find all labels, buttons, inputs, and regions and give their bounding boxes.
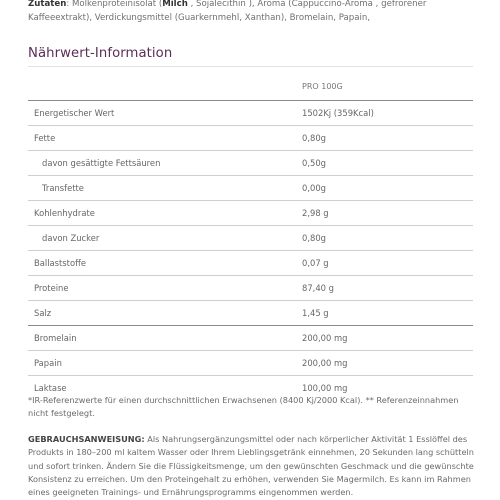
row-label: Ballaststoffe: [28, 251, 299, 276]
row-value: 0,80g: [299, 126, 473, 151]
ingredients-label: Zutaten: [28, 0, 67, 9]
table-row: [28, 276, 473, 301]
usage-label: GEBRAUCHSANWEISUNG:: [28, 434, 145, 444]
row-label: Energetischer Wert: [28, 101, 299, 126]
table-row: [28, 201, 473, 226]
row-label: Fette: [28, 126, 299, 151]
row-value: 87,40 g: [299, 276, 473, 301]
row-value: 1502Kj (359Kcal): [299, 101, 473, 126]
row-value: 1,45 g: [299, 301, 473, 326]
row-value: 200,00 mg: [299, 351, 473, 376]
table-header-row: [28, 72, 473, 101]
allergen-milch: Milch: [162, 0, 188, 9]
row-label: davon Zucker: [28, 226, 299, 251]
row-value: 0,50g: [299, 151, 473, 176]
table-row: [28, 326, 473, 351]
table-row: [28, 101, 473, 126]
table-row: [28, 126, 473, 151]
table-row: [28, 301, 473, 326]
title-divider: [28, 66, 473, 67]
table-header-empty: [28, 72, 299, 101]
usage-text: Als Nahrungsergänzungsmittel oder nach körperlicher Aktivität 1 Esslöffel des Produkts in 180–200 ml kaltem Wasser oder Ihrem Lieblingsgetränk einnehmen, 20 Sekunden lang schütteln und sofort trinken. Ändern Sie die Flüssigkeitsmenge, um den gewünschten Geschmack und die gewünschte Konsistenz zu erreichen. Um den Proteingehalt zu erhöhen, verwenden Sie Magermilch. Es kann im Rahmen eines geeigneten Trainings- und Ernährungsprogramms eingenommen werden.: [28, 434, 474, 498]
table-row: [28, 176, 473, 201]
row-value: 0,00g: [299, 176, 473, 201]
reference-footnote: *IR-Referenzwerte für einen durchschnittlichen Erwachsenen (8400 Kj/2000 Kcal). ** Referenzeinnahmen nicht festgelegt.: [28, 395, 459, 419]
ingredients-text-after: , Sojalecithin ), Aroma (Cappuccino-Aroma , gefrorener Kaffeeextrakt), Verdickungsmittel (Guarkernmehl, Xanthan), Bromelain, Papain,: [28, 0, 427, 23]
table-row: [28, 226, 473, 251]
nutrition-title: Nährwert-Information: [28, 46, 173, 61]
usage-instructions: [28, 433, 475, 499]
row-label: davon gesättigte Fettsäuren: [28, 151, 299, 176]
row-value: 0,80g: [299, 226, 473, 251]
column-header-per-100g: PRO 100G: [302, 81, 343, 91]
row-label: Papain: [28, 351, 299, 376]
row-label: Laktase: [28, 376, 299, 401]
row-value: 0,07 g: [299, 251, 473, 276]
row-label: Transfette: [28, 176, 299, 201]
ingredients-text-before: : Molkenproteinisolat (: [66, 0, 163, 9]
ingredients-text: [28, 0, 480, 25]
table-row: [28, 151, 473, 176]
table-row: [28, 251, 473, 276]
row-value: 100,00 mg: [299, 376, 473, 401]
row-value: 200,00 mg: [299, 326, 473, 351]
row-value: 2,98 g: [299, 201, 473, 226]
row-label: Kohlenhydrate: [28, 201, 299, 226]
row-label: Bromelain: [28, 326, 299, 351]
table-row: [28, 351, 473, 376]
row-label: Proteine: [28, 276, 299, 301]
row-label: Salz: [28, 301, 299, 326]
nutrition-table: [28, 72, 473, 400]
